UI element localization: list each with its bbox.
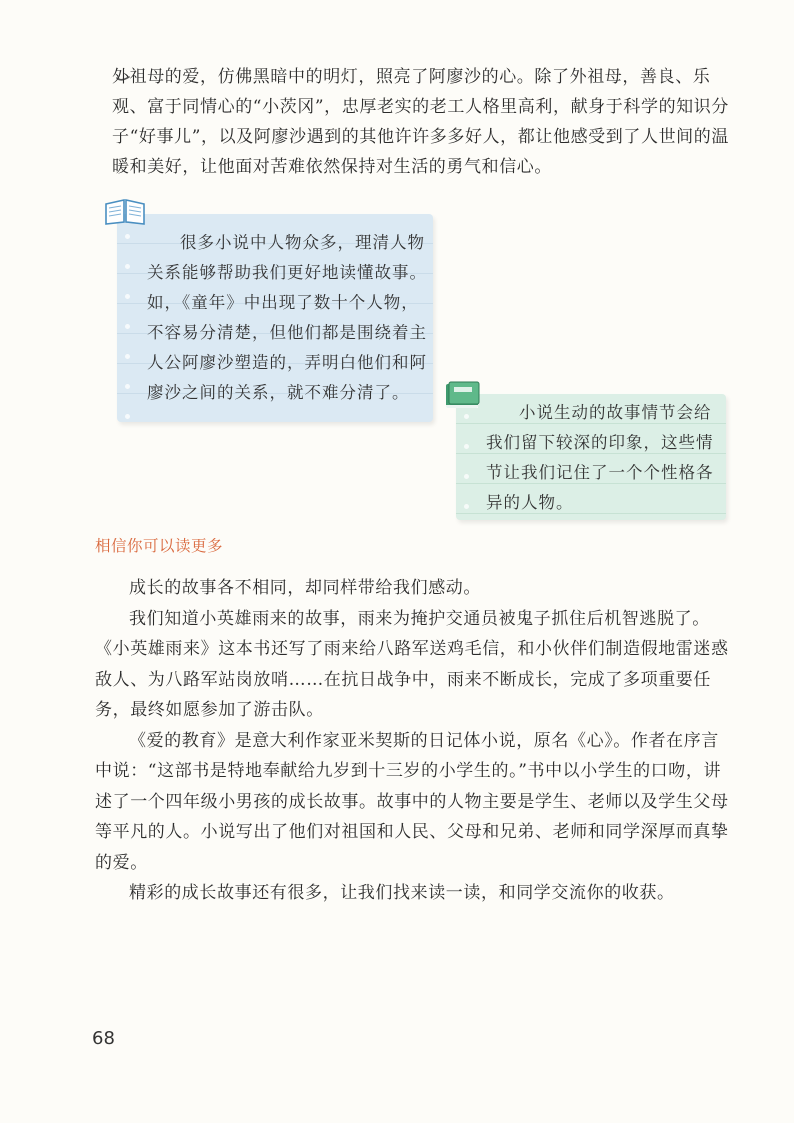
body-paragraph: 我们知道小英雄雨来的故事，雨来为掩护交通员被鬼子抓住后机智逃脱了。《小英雄雨来》这本书还写了雨来给八路军送鸡毛信，和小伙伴们制造假地雷迷惑敌人、为八路军站岗放哨……在抗日战争中，雨来不断成长，完成了多项重要任务，最终如愿参加了游击队。 <box>95 608 729 720</box>
page-number: 68 <box>92 1028 115 1049</box>
binder-dots <box>125 234 131 422</box>
open-book-icon <box>103 196 147 226</box>
body-paragraphs <box>95 573 735 909</box>
closed-book-icon <box>440 378 484 412</box>
body-paragraph: 精彩的成长故事还有很多，让我们找来读一读，和同学交流你的收获。 <box>129 883 675 903</box>
tip-note-card <box>456 394 726 520</box>
body-paragraph: 成长的故事各不相同，却同样带给我们感动。 <box>129 578 481 598</box>
tip-note-text: 小说生动的故事情节会给我们留下较深的印象，这些情节让我们记住了一个个性格各异的人物。 <box>486 403 714 512</box>
intro-paragraph: 外祖母的爱，仿佛黑暗中的明灯，照亮了阿廖沙的心。除了外祖母，善良、乐观、富于同情心的“小茨冈”，忠厚老实的老工人格里高利，献身于科学的知识分子“好事儿”，以及阿廖沙遇到的其他许许多多好人，都让他感受到了人世间的温暖和美好，让他面对苦难依然保持对生活的勇气和信心。 <box>112 67 729 177</box>
tip-note-card <box>117 214 433 422</box>
tip-note-text: 很多小说中人物众多，理清人物关系能够帮助我们更好地读懂故事。如，《童年》中出现了数十个人物，不容易分清楚，但他们都是围绕着主人公阿廖沙塑造的，弄明白他们和阿廖沙之间的关系，就不难分清了。 <box>147 233 427 402</box>
binder-dots <box>464 414 470 520</box>
section-heading: 相信你可以读更多 <box>95 537 224 555</box>
body-paragraph: 《爱的教育》是意大利作家亚米契斯的日记体小说，原名《心》。作者在序言中说：“这部书是特地奉献给九岁到十三岁的小学生的。”书中以小学生的口吻，讲述了一个四年级小男孩的成长故事。故事中的人物主要是学生、老师以及学生父母等平凡的人。小说写出了他们对祖国和人民、父母和兄弟、老师和同学深厚而真挚的爱。 <box>95 730 729 873</box>
